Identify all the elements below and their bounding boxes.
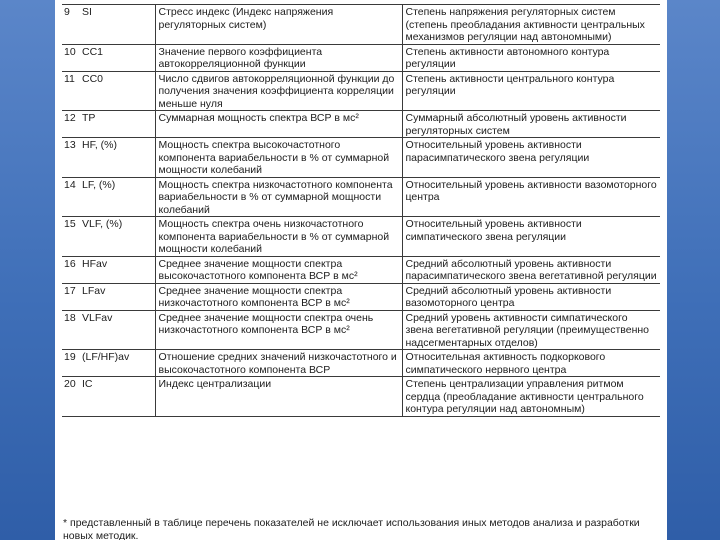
definition-cell: Значение первого коэффициента автокорреляционной функции <box>155 44 402 71</box>
index-code: VLF, (%) <box>82 218 123 230</box>
table-row <box>62 350 660 377</box>
table-row <box>62 71 660 111</box>
row-number: 14 <box>64 178 76 191</box>
document-page <box>55 0 667 540</box>
index-cell <box>62 377 155 417</box>
table-row <box>62 177 660 217</box>
index-code: CC1 <box>82 45 104 58</box>
index-cell <box>62 256 155 283</box>
definition-cell: Мощность спектра низкочастотного компонента вариабельности в % от суммарной мощности колебаний <box>155 177 402 217</box>
table-row <box>62 256 660 283</box>
row-number: 18 <box>64 311 76 324</box>
row-number: 15 <box>64 218 76 230</box>
meaning-cell: Степень активности центрального контура регуляции <box>402 71 660 111</box>
table-row <box>62 5 660 45</box>
table-row <box>62 310 660 350</box>
meaning-cell: Средний уровень активности симпатического звена вегетативной регуляции (преимущественно надсегментарных отделов) <box>402 310 660 350</box>
index-code: LFav <box>82 284 106 297</box>
index-code: HFav <box>82 257 108 270</box>
index-code: TP <box>82 112 96 124</box>
index-cell <box>62 71 155 111</box>
footnote: * представленный в таблице перечень показателей не исключает использования иных методов анализа и разработки новых методик. <box>63 517 640 540</box>
index-cell <box>62 138 155 178</box>
row-number: 16 <box>64 257 76 270</box>
definition-cell: Среднее значение мощности спектра низкочастотного компонента ВСР в мс² <box>155 283 402 310</box>
row-number: 13 <box>64 139 76 151</box>
table-row <box>62 217 660 257</box>
meaning-cell: Степень напряжения регуляторных систем (степень преобладания активности центральных механизмов регуляции над автономными) <box>402 5 660 45</box>
definition-cell: Число сдвигов автокорреляционной функции до получения значения коэффициента корреляции меньше нуля <box>155 71 402 111</box>
meaning-cell: Относительная активность подкоркового симпатического нервного центра <box>402 350 660 377</box>
table-row <box>62 283 660 310</box>
meaning-cell: Суммарный абсолютный уровень активности регуляторных систем <box>402 111 660 138</box>
definition-cell: Отношение средних значений низкочастотного и высокочастотного компонента ВСР <box>155 350 402 377</box>
index-code: VLFav <box>82 311 113 324</box>
index-code: LF, (%) <box>82 178 116 191</box>
row-number: 10 <box>64 45 76 58</box>
row-number: 12 <box>64 112 76 124</box>
index-code: SI <box>82 6 92 18</box>
index-cell <box>62 5 155 45</box>
meaning-cell: Относительный уровень активности парасимпатического звена регуляции <box>402 138 660 178</box>
row-number: 9 <box>64 6 70 18</box>
definition-cell: Среднее значение мощности спектра высокочастотного компонента ВСР в мс² <box>155 256 402 283</box>
meaning-cell: Средний абсолютный уровень активности парасимпатического звена вегетативной регуляции <box>402 256 660 283</box>
table-row <box>62 138 660 178</box>
index-code: HF, (%) <box>82 139 117 151</box>
table-row <box>62 377 660 417</box>
meaning-cell: Степень централизации управления ритмом сердца (преобладание активности центрального контура регуляции над автономным) <box>402 377 660 417</box>
meaning-cell: Степень активности автономного контура регуляции <box>402 44 660 71</box>
definition-cell: Суммарная мощность спектра ВСР в мс² <box>155 111 402 138</box>
index-code: CC0 <box>82 72 104 85</box>
row-number: 19 <box>64 351 76 363</box>
row-number: 11 <box>64 72 75 85</box>
index-cell <box>62 310 155 350</box>
definition-cell: Среднее значение мощности спектра очень низкочастотного компонента ВСР в мс² <box>155 310 402 350</box>
index-cell <box>62 111 155 138</box>
index-cell <box>62 283 155 310</box>
index-cell <box>62 44 155 71</box>
row-number: 17 <box>64 284 76 297</box>
meaning-cell: Средний абсолютный уровень активности вазомоторного центра <box>402 283 660 310</box>
row-number: 20 <box>64 378 76 390</box>
hrv-indices-table <box>62 4 660 417</box>
definition-cell: Мощность спектра высокочастотного компонента вариабельности в % от суммарной мощности колебаний <box>155 138 402 178</box>
index-code: (LF/HF)av <box>82 351 130 363</box>
definition-cell: Индекс централизации <box>155 377 402 417</box>
table-row <box>62 111 660 138</box>
table-row <box>62 44 660 71</box>
meaning-cell: Относительный уровень активности симпатического звена регуляции <box>402 217 660 257</box>
definition-cell: Стресс индекс (Индекс напряжения регуляторных систем) <box>155 5 402 45</box>
index-cell <box>62 350 155 377</box>
index-cell <box>62 217 155 257</box>
index-code: IC <box>82 378 93 390</box>
meaning-cell: Относительный уровень активности вазомоторного центра <box>402 177 660 217</box>
index-cell <box>62 177 155 217</box>
definition-cell: Мощность спектра очень низкочастотного компонента вариабельности в % от суммарной мощности колебаний <box>155 217 402 257</box>
